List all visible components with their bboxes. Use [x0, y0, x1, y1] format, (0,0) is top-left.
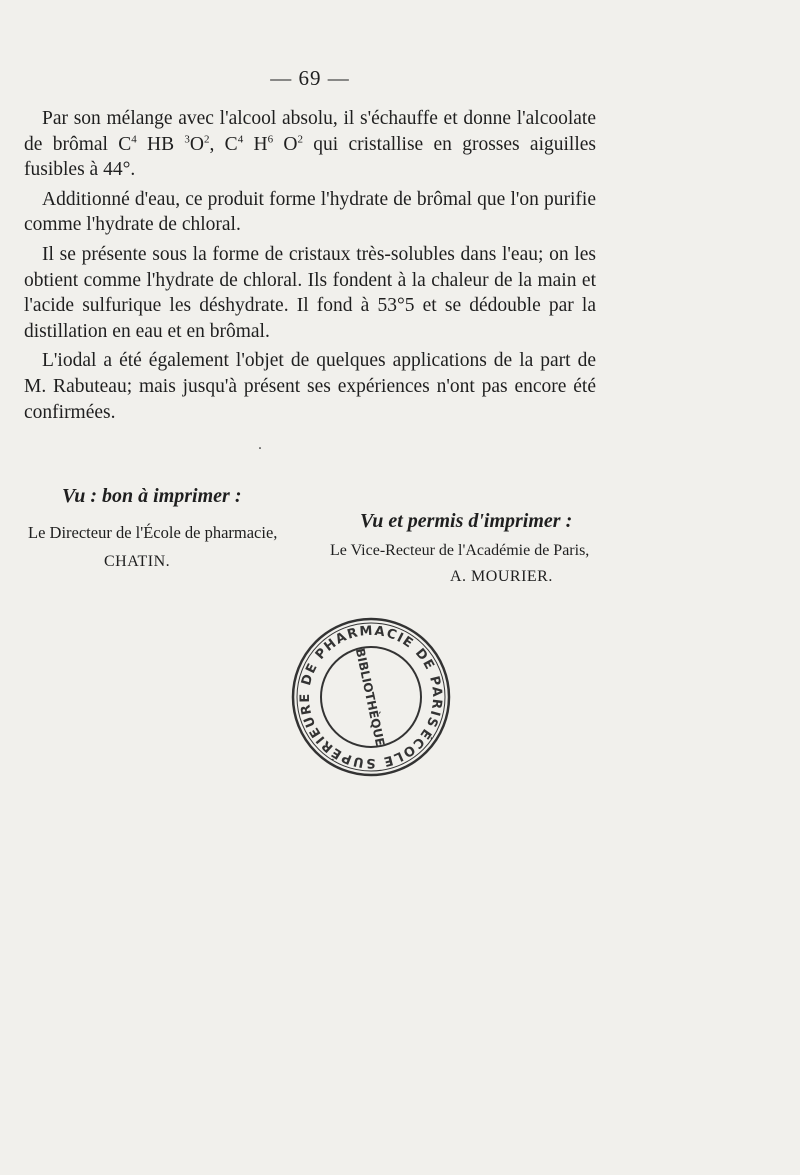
- text-segment: Par son mélange avec l'alcool absolu, il s'échauffe et donne l'alcoolate de brômal C: [24, 108, 596, 155]
- page-number: — 69 —: [270, 66, 350, 90]
- p4-text: [24, 350, 596, 422]
- superscript: 2: [204, 133, 210, 146]
- text-segment: O: [273, 133, 298, 155]
- body-text: [24, 106, 596, 429]
- approval-right-heading: Vu et permis d'imprimer :: [360, 510, 573, 532]
- paragraph-4: [24, 348, 596, 425]
- approval-right-title: Le Vice-Recteur de l'Académie de Paris,: [330, 542, 590, 559]
- superscript: 2: [297, 133, 303, 146]
- p2-text: [24, 189, 596, 236]
- text-segment: L'iodal a été également l'objet de quelques applications de la part de M. Rabuteau; mais jusqu'à présent ses expériences n'ont pas encore été confirmées.: [24, 350, 596, 423]
- approval-left-title: Le Directeur de l'École de pharmacie,: [28, 523, 278, 542]
- paragraph-1: [24, 106, 596, 183]
- paragraph-2: [24, 187, 596, 238]
- p3-text: [24, 244, 596, 342]
- text-segment: qui cristallise en grosses aiguilles fusibles à 44°.: [24, 133, 596, 181]
- superscript: 4: [131, 133, 137, 146]
- approval-left-name: CHATIN.: [104, 553, 171, 570]
- text-segment: HB: [136, 133, 185, 155]
- stamp-inner-text: BIBLIOTHÈQUE: [352, 647, 388, 748]
- stray-mark: .: [258, 436, 262, 453]
- library-stamp: [286, 612, 456, 782]
- text-segment: O: [189, 133, 205, 155]
- superscript: 3: [184, 133, 190, 146]
- superscript: 6: [267, 133, 274, 146]
- approval-right-name: A. MOURIER.: [450, 568, 553, 585]
- text-segment: Il se présente sous la forme de cristaux très-solubles dans l'eau; on les obtient comme l'hydrate de chloral. Ils fondent à la chaleur de la main et l'acide sulfurique les déshydrate. Il fond à 53°5 et se dédouble par la distillation en eau et en brômal.: [24, 243, 596, 342]
- stamp-outer-text: ÉCOLE SUPÉRIEURE DE PHARMACIE DE PARIS: [297, 623, 445, 771]
- text-segment: Additionné d'eau, ce produit forme l'hydrate de brômal que l'on purifie comme l'hydrate de chloral.: [24, 188, 596, 236]
- text-segment: H: [243, 133, 268, 155]
- paragraph-3: [24, 242, 596, 344]
- superscript: 4: [237, 133, 244, 146]
- text-segment: , C: [209, 133, 238, 155]
- approval-left-heading: Vu : bon à imprimer :: [62, 485, 242, 507]
- p1-text: [24, 108, 596, 180]
